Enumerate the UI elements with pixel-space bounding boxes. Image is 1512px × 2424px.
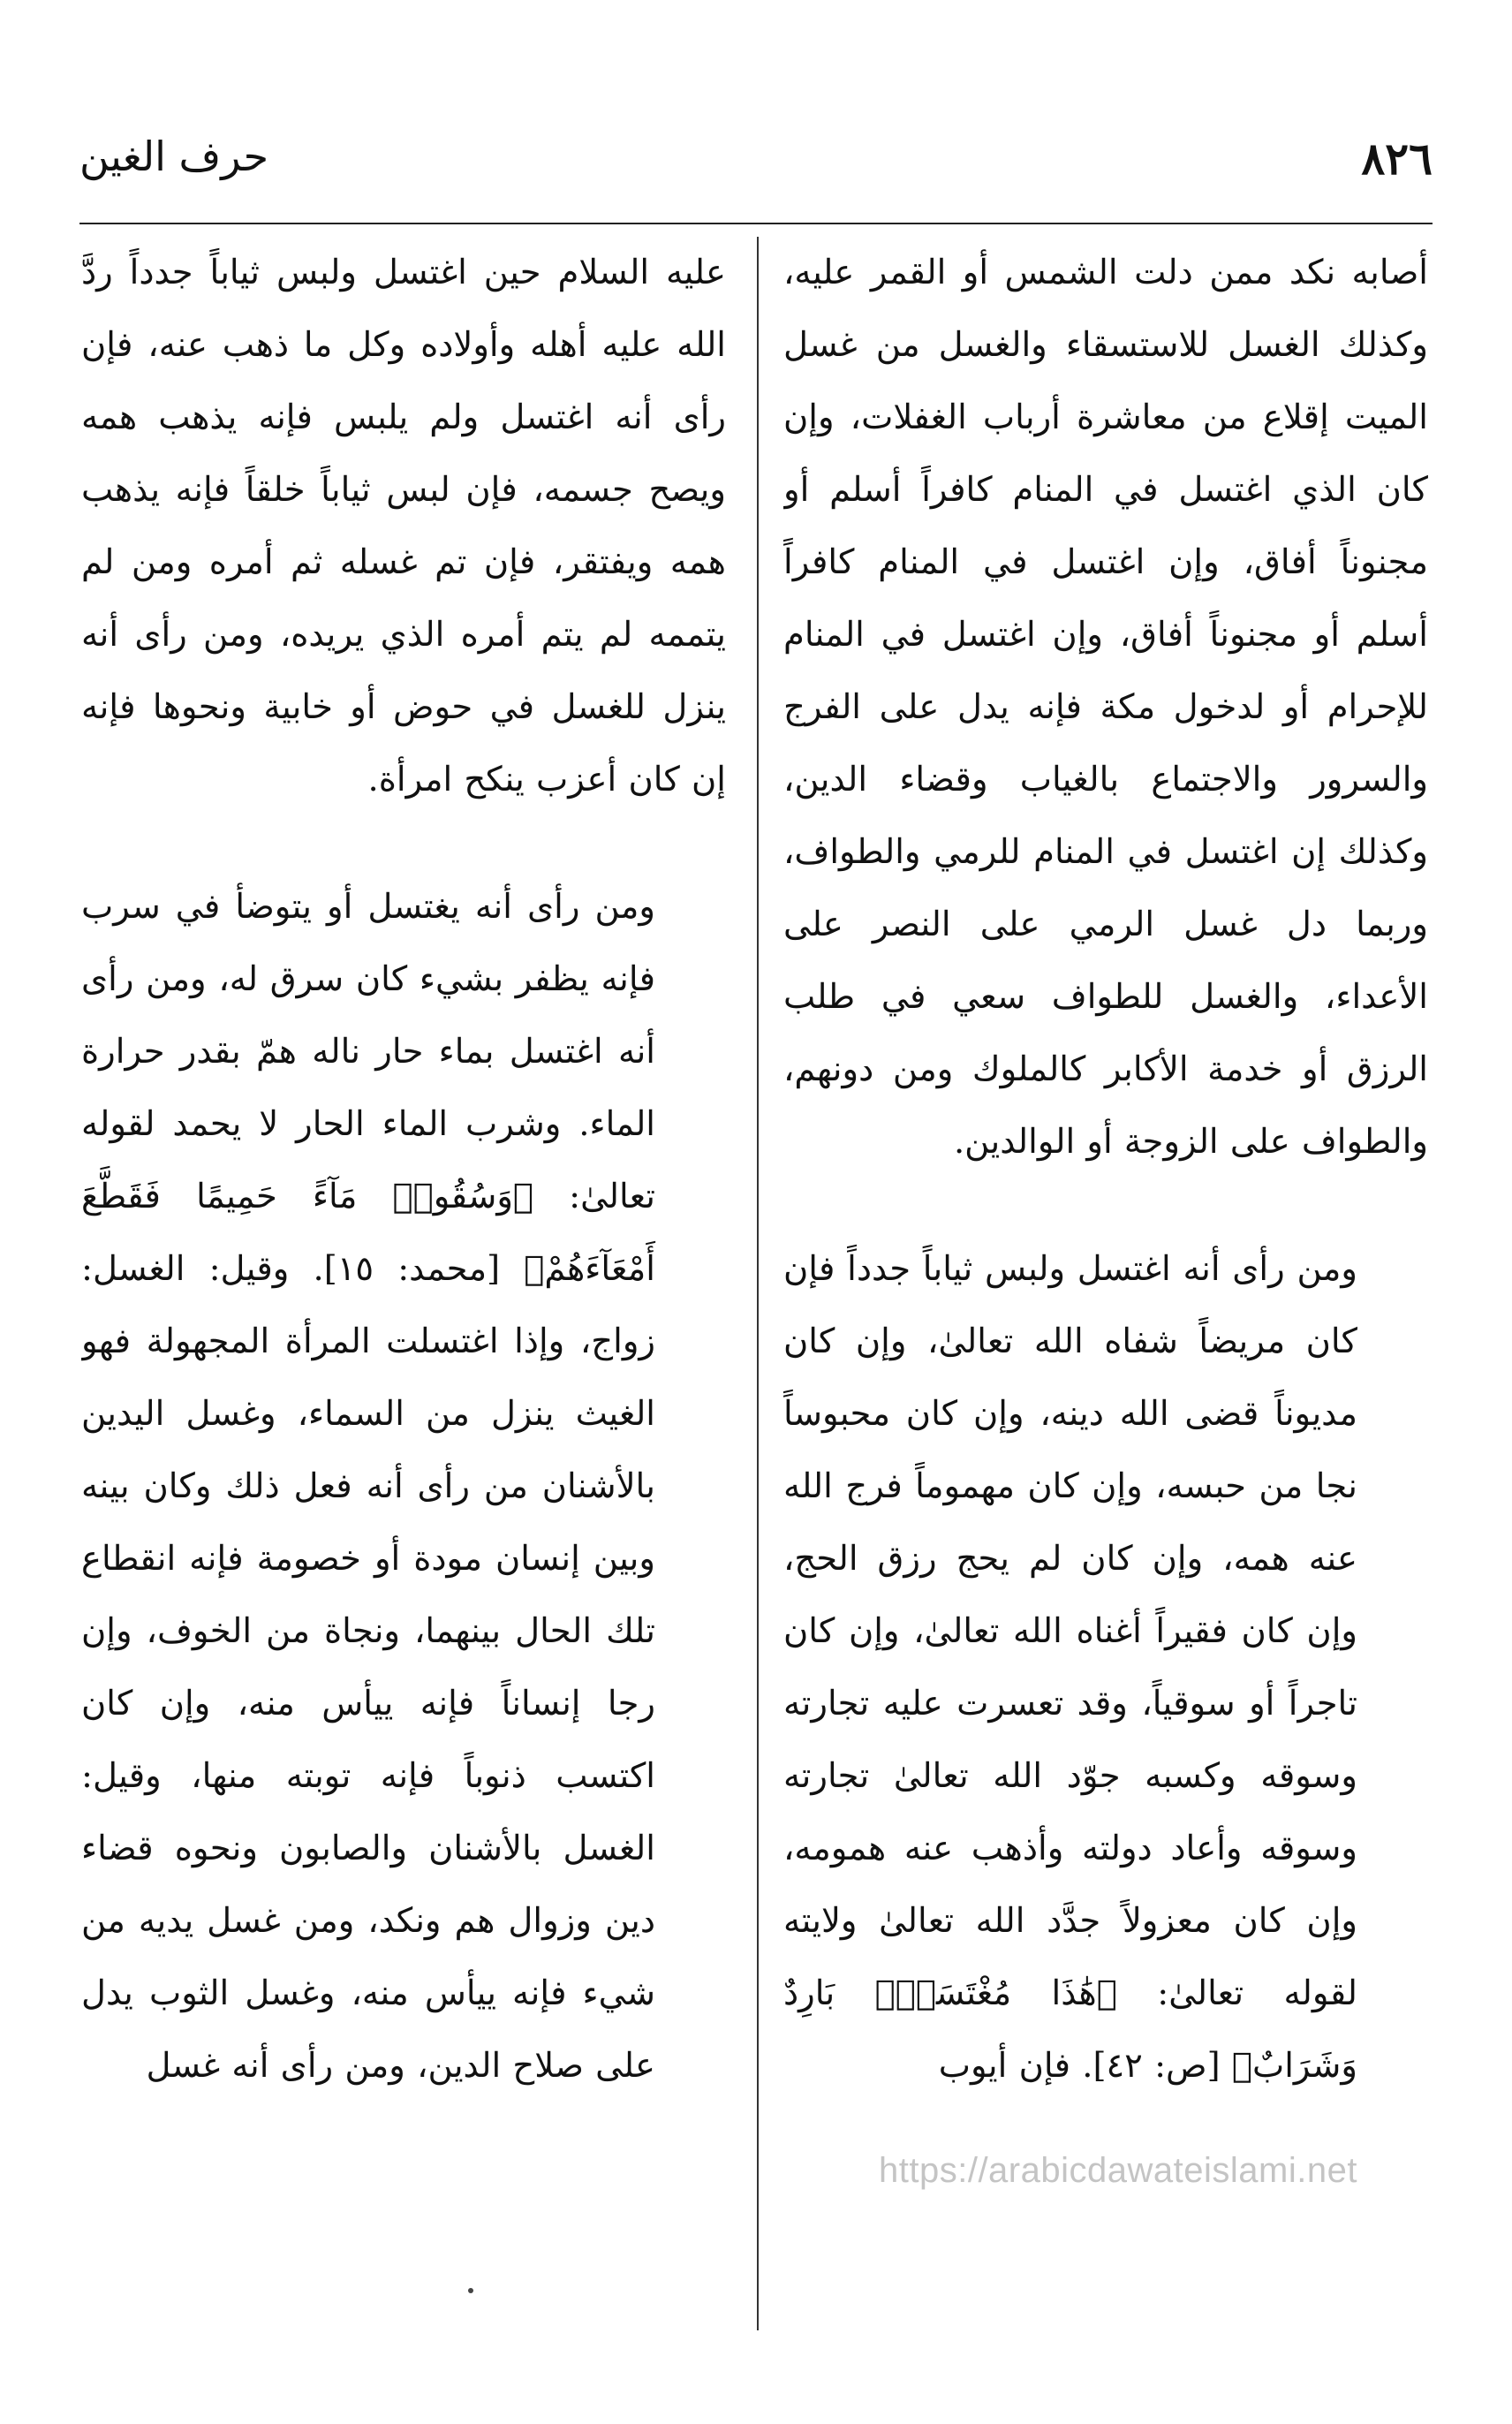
watermark-url: https://arabicdawateislami.net [879,2151,1357,2190]
right-paragraph-1: أصابه نكد ممن دلت الشمس أو القمر عليه، وكذلك الغسل للاستسقاء والغسل من غسل الميت إقلاع من معاشرة أرباب الغفلات، وإن كان الذي اغتسل في المنام كافراً أسلم أو مجنوناً أفاق، وإن اغتسل في المنام كافراً أسلم أو مجنوناً أفاق، وإن اغتسل في المنام للإحرام أو لدخول مكة فإنه يدل على الفرج والسرور والاجتماع بالغياب وقضاء الدين، وكذلك إن اغتسل في المنام للرمي والطواف، وربما دل غسل الرمي على النصر على الأعداء، والغسل للطواف سعي في طلب الرزق أو خدمة الأكابر كالملوك ومن دونهم، والطواف على الزوجة أو الوالدين. [783,253,1428,1162]
left-paragraph-2: ومن رأى أنه يغتسل أو يتوضأ في سرب فإنه يظفر بشيء كان سرق له، ومن رأى أنه اغتسل بماء حار ناله همّ بقدر حرارة الماء. وشرب الماء الحار لا يحمد لقوله تعالىٰ: ﴿وَسُقُوا۟ مَآءً حَمِيمًا فَقَطَّعَ أَمْعَآءَهُمْ﴾ [محمد: ١٥]. وقيل: الغسل: زواج، وإذا اغتسلت المرأة المجهولة فهو الغيث ينزل من السماء، وغسل اليدين بالأشنان من رأى أنه فعل ذلك وكان بينه وبين إنسان مودة أو خصومة فإنه انقطاع تلك الحال بينهما، ونجاة من الخوف، وإن رجا إنساناً فإنه ييأس منه، وإن كان اكتسب ذنوباً فإنه توبته منها، وقيل: الغسل بالأشنان والصابون ونحوه قضاء دين وزوال هم ونكد، ومن غسل يديه من شيء فإنه ييأس منه، وغسل الثوب يدل على صلاح الدين، ومن رأى أنه غسل [81,887,655,2086]
column-divider [757,237,759,2330]
right-column [783,237,1428,2339]
header-rule [79,223,1433,224]
left-column [81,237,726,2339]
page-header [79,133,1433,203]
left-paragraph-1: عليه السلام حين اغتسل ولبس ثياباً جدداً ردَّ الله عليه أهله وأولاده وكل ما ذهب عنه، فإن رأى أنه اغتسل ولم يلبس فإنه يذهب همه ويصح جسمه، فإن لبس ثياباً خلقاً فإنه يذهب همه ويفتقر، فإن تم غسله ثم أمره ومن لم يتممه لم يتم أمره الذي يريده، ومن رأى أنه ينزل للغسل في حوض أو خابية ونحوها فإنه إن كان أعزب ينكح امرأة. [81,253,726,799]
right-paragraph-2: ومن رأى أنه اغتسل ولبس ثياباً جدداً فإن كان مريضاً شفاه الله تعالىٰ، وإن كان مديوناً قضى الله دينه، وإن كان محبوساً نجا من حبسه، وإن كان مهموماً فرج الله عنه همه، وإن كان لم يحج رزق الحج، وإن كان فقيراً أغناه الله تعالىٰ، وإن كان تاجراً أو سوقياً، وقد تعسرت عليه تجارته وسوقه وكسبه جوّد الله تعالىٰ تجارته وسوقه وأعاد دولته وأذهب عنه همومه، وإن كان معزولاً جدَّد الله تعالىٰ ولايته لقوله تعالىٰ: ﴿هَٰذَا مُغْتَسَلٌۢ بَارِدٌ وَشَرَابٌ﴾ [ص: ٤٢]. فإن أيوب [783,1249,1357,2086]
scan-speck [468,2288,473,2293]
page-number: ٨٢٦ [1361,133,1433,185]
running-title: حرف الغين [79,133,269,180]
